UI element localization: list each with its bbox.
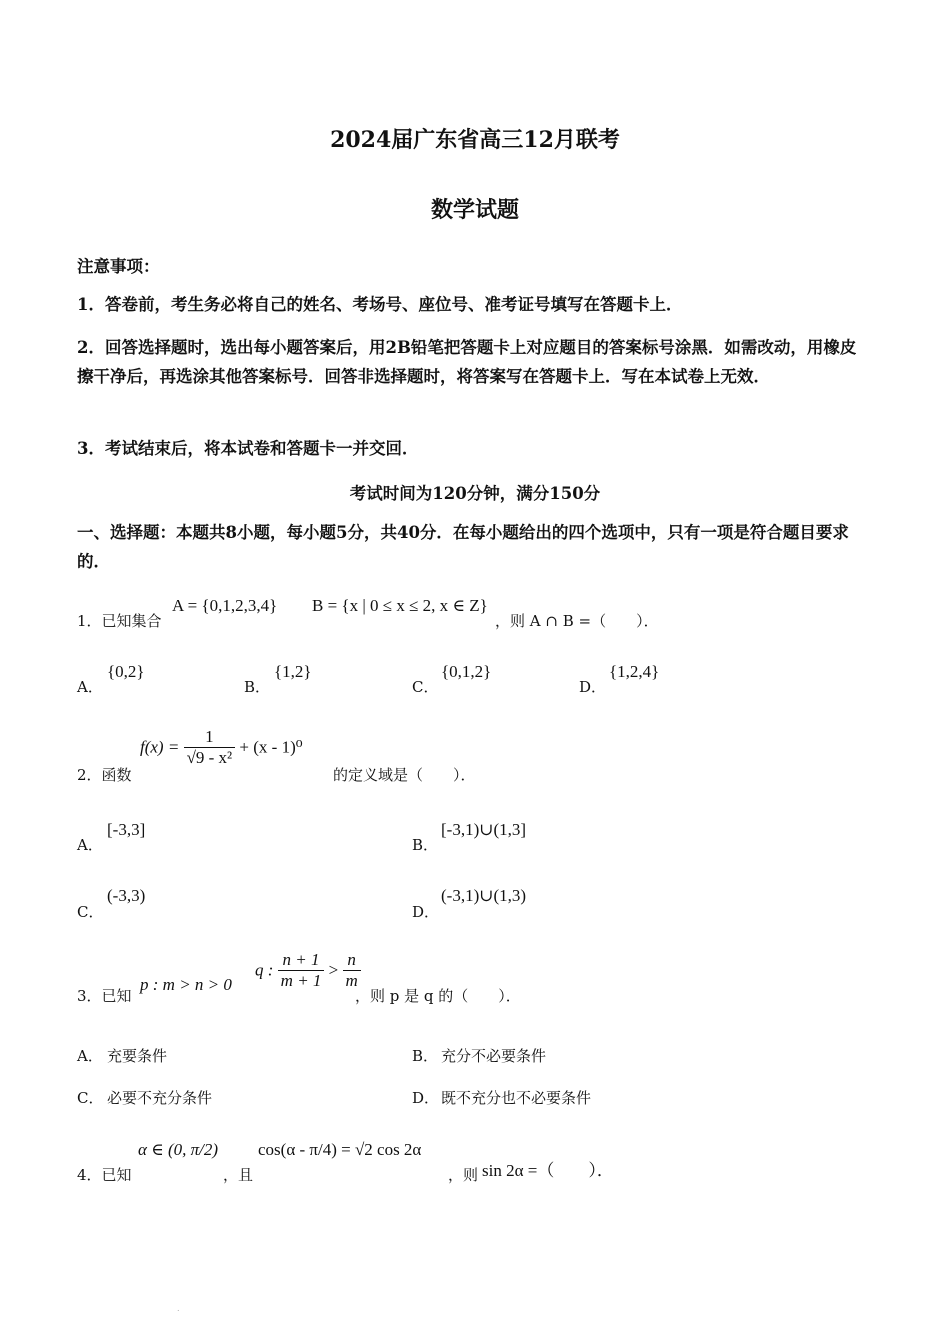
q1-option-b-value: {1,2} [274,662,312,681]
q1-option-d-value: {1,2,4} [609,662,660,681]
q2-option-b-label: B． [412,836,439,854]
q2-function [140,727,303,777]
q2-func-den: √9 - x² [186,748,233,767]
q3-option-a-label: A． [77,1047,103,1065]
q1-option-a-value: {0,2} [107,662,145,681]
q1-option-a-label: A． [77,678,103,696]
q4-cos-equation: cos(α - π/4) = √2 cos 2α [258,1140,422,1159]
q3-q-left: q : [255,960,274,980]
q3-num-1: n + 1 [278,950,325,971]
q2-func-num: 1 [184,727,236,748]
exam-time-info: 考试时间为120分钟，满分150分 [349,484,601,503]
q4-and-text: ，且 [223,1166,254,1184]
notice-item-3: 3．考试结束后，将本试卷和答题卡一并交回． [77,439,419,458]
q1-stem-suffix: ，则 A ∩ B =（ ）． [495,612,659,630]
q3-stem-suffix: ，则 p 是 q 的（ ）． [355,987,521,1005]
q2-option-c-label: C． [77,903,104,921]
q4-ask: sin 2α =（ ）． [482,1161,614,1180]
q1-set-b: B = {x | 0 ≤ x ≤ 2, x ∈ Z} [312,596,488,615]
exam-subtitle: 数学试题 [430,197,519,223]
section-heading: 一、选择题：本题共8小题，每小题5分，共40分．在每小题给出的四个选项中，只有一项是符合题目要求的． [77,523,849,571]
q2-option-d-label: D． [412,903,440,921]
q2-option-c-value: (-3,3) [107,886,146,905]
q2-func-right: + (x - 1)⁰ [239,737,303,757]
q4-alpha-range: α ∈ (0, π/2) [138,1140,219,1159]
exam-title: 2024届广东省高三12月联考 [330,127,620,153]
q3-den-1: m + 1 [280,971,322,990]
q3-fraction-1 [278,950,325,991]
q2-option-a-label: A． [77,836,103,854]
notice-item-1: 1．答卷前，考生务必将自己的姓名、考场号、座位号、准考证号填写在答题卡上． [77,295,683,314]
q2-option-b-value: [-3,1)∪(1,3] [441,820,527,839]
q3-q-condition [255,950,361,1000]
footer-dot: . [177,1304,180,1313]
q3-option-c-value: 必要不充分条件 [107,1089,213,1107]
q4-stem-prefix: 4．已知 [77,1166,132,1184]
notice-heading: 注意事项： [77,257,160,276]
q1-stem-prefix: 1．已知集合 [77,612,162,630]
q4-then-text: ，则 [448,1166,479,1184]
q3-option-b-label: B． [412,1047,439,1065]
q2-option-d-value: (-3,1)∪(1,3) [441,886,527,905]
q3-stem-prefix: 3．已知 [77,987,132,1005]
q2-func-left: f(x) = [140,737,180,757]
notice-item-2: 2．回答选择题时，选出每小题答案后，用2B铅笔把答题卡上对应题目的答案标号涂黑．如需改动，用橡皮擦干净后，再选涂其他答案标号．回答非选择题时，将答案写在答题卡上．写在本试卷上无效． [77,338,857,386]
q2-stem-suffix: 的定义域是（ ）． [333,766,476,784]
q3-option-d-value: 既不充分也不必要条件 [441,1089,592,1107]
q3-num-2: n [343,950,361,971]
q3-option-c-label: C． [77,1089,104,1107]
q1-set-a: A = {0,1,2,3,4} [172,596,278,615]
q2-option-a-value: [-3,3] [107,820,146,839]
q3-den-2: m [345,971,358,990]
q2-func-fraction [184,727,236,768]
q1-option-c-label: C． [412,678,439,696]
q3-option-d-label: D． [412,1089,440,1107]
q1-option-d-label: D． [579,678,607,696]
q2-stem-prefix: 2．函数 [77,766,132,784]
q1-option-b-label: B． [244,678,271,696]
q3-option-b-value: 充分不必要条件 [441,1047,547,1065]
q1-option-c-value: {0,1,2} [441,662,492,681]
q3-p-condition: p : m > n > 0 [140,975,232,994]
q3-option-a-value: 充要条件 [107,1047,168,1065]
q3-greater: > [328,960,339,980]
